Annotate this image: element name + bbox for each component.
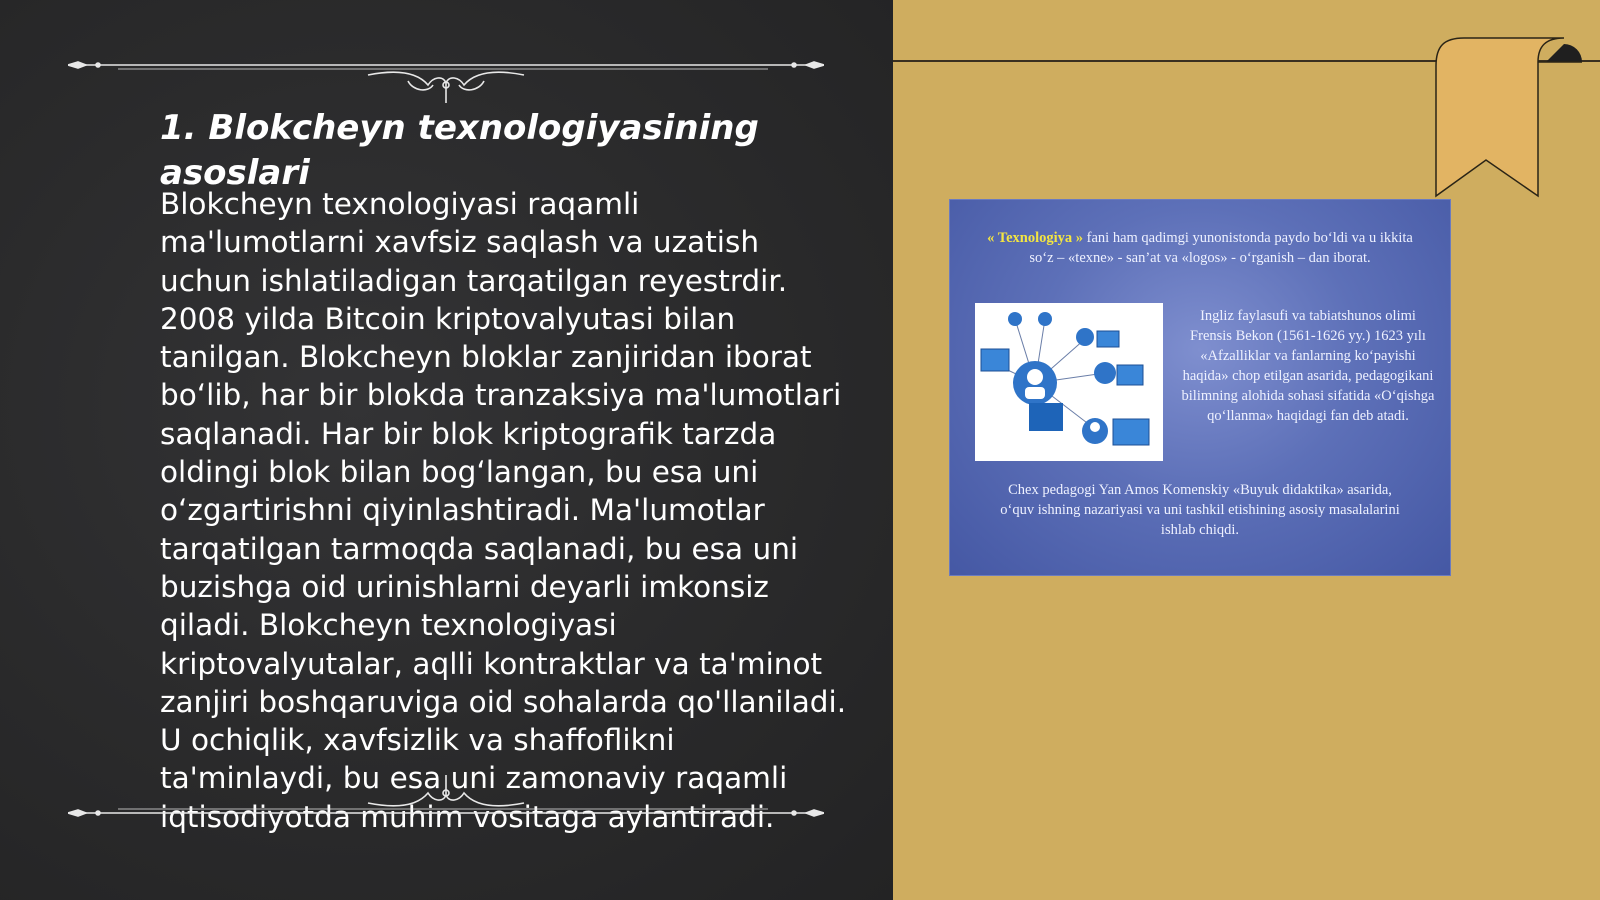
image-text-bottom: Chex pedagogi Yan Amos Komenskiy «Buyuk didaktika» asarida, o‘quv ishning nazariyasi va uni tashkil etishining asosiy masalalarini ishlab chiqdi.: [1000, 482, 1400, 538]
image-top-text: fani ham qadimgi yunonistonda paydo bo‘ldi va u ikkita so‘z – «texne» - san’at va «logos» - o‘rganish – dan iborat.: [1029, 230, 1413, 266]
slide-body-text: Blokcheyn texnologiyasi raqamli ma'lumotlarni xavfsiz saqlash va uzatish uchun ishlatiladigan tarqatilgan reyestrdir. 2008 yilda Bitcoin kriptovalyutasi bilan tanilgan. Blokcheyn bloklar zanjiridan iborat bo‘lib, har bir blokda tranzaksiya ma'lumotlari saqlanadi. Har bir blok kriptografik tarzda oldingi blok bilan bog‘langan, bu esa uni o‘zgartirishni qiyinlashtiradi. Ma'lumotlar tarqatilgan tarmoqda saqlanadi, bu esa uni buzishga oid urinishlarni deyarli imkonsiz qiladi. Blokcheyn texnologiyasi kriptovalyutalar, aqlli kontraktlar va ta'minot zanjiri boshqaruviga oid sohalarda qo'llaniladi. U ochiqlik, xavfsizlik va shaffoflikni ta'minlaydi, bu esa uni zamonaviy raqamli iqtisodiyotda muhim vositaga aylantiradi.: [160, 187, 847, 834]
network-illustration-icon: [975, 303, 1163, 461]
ribbon-bookmark-icon: [1434, 36, 1600, 206]
image-text-right: Ingliz faylasufi va tabiatshunos olimi Frensis Bekon (1561-1626 yy.) 1623 yılı «Afzalliklar va fanlarning ko‘payishi haqida» chop etilgan asarida, pedagogikani bilimning alohida sohasi sifatida «O‘qishga qo‘llanma» haqidagi fan deb atadi.: [1181, 308, 1435, 424]
slide-title: 1. Blokcheyn texnologiyasining asoslari: [160, 108, 759, 193]
slide-image: [950, 200, 1450, 575]
bottom-ornament-icon: [68, 775, 824, 825]
image-highlight-term: « Texnologiya »: [987, 230, 1084, 246]
top-ornament-icon: [68, 55, 824, 105]
image-text-top: [978, 228, 1422, 268]
